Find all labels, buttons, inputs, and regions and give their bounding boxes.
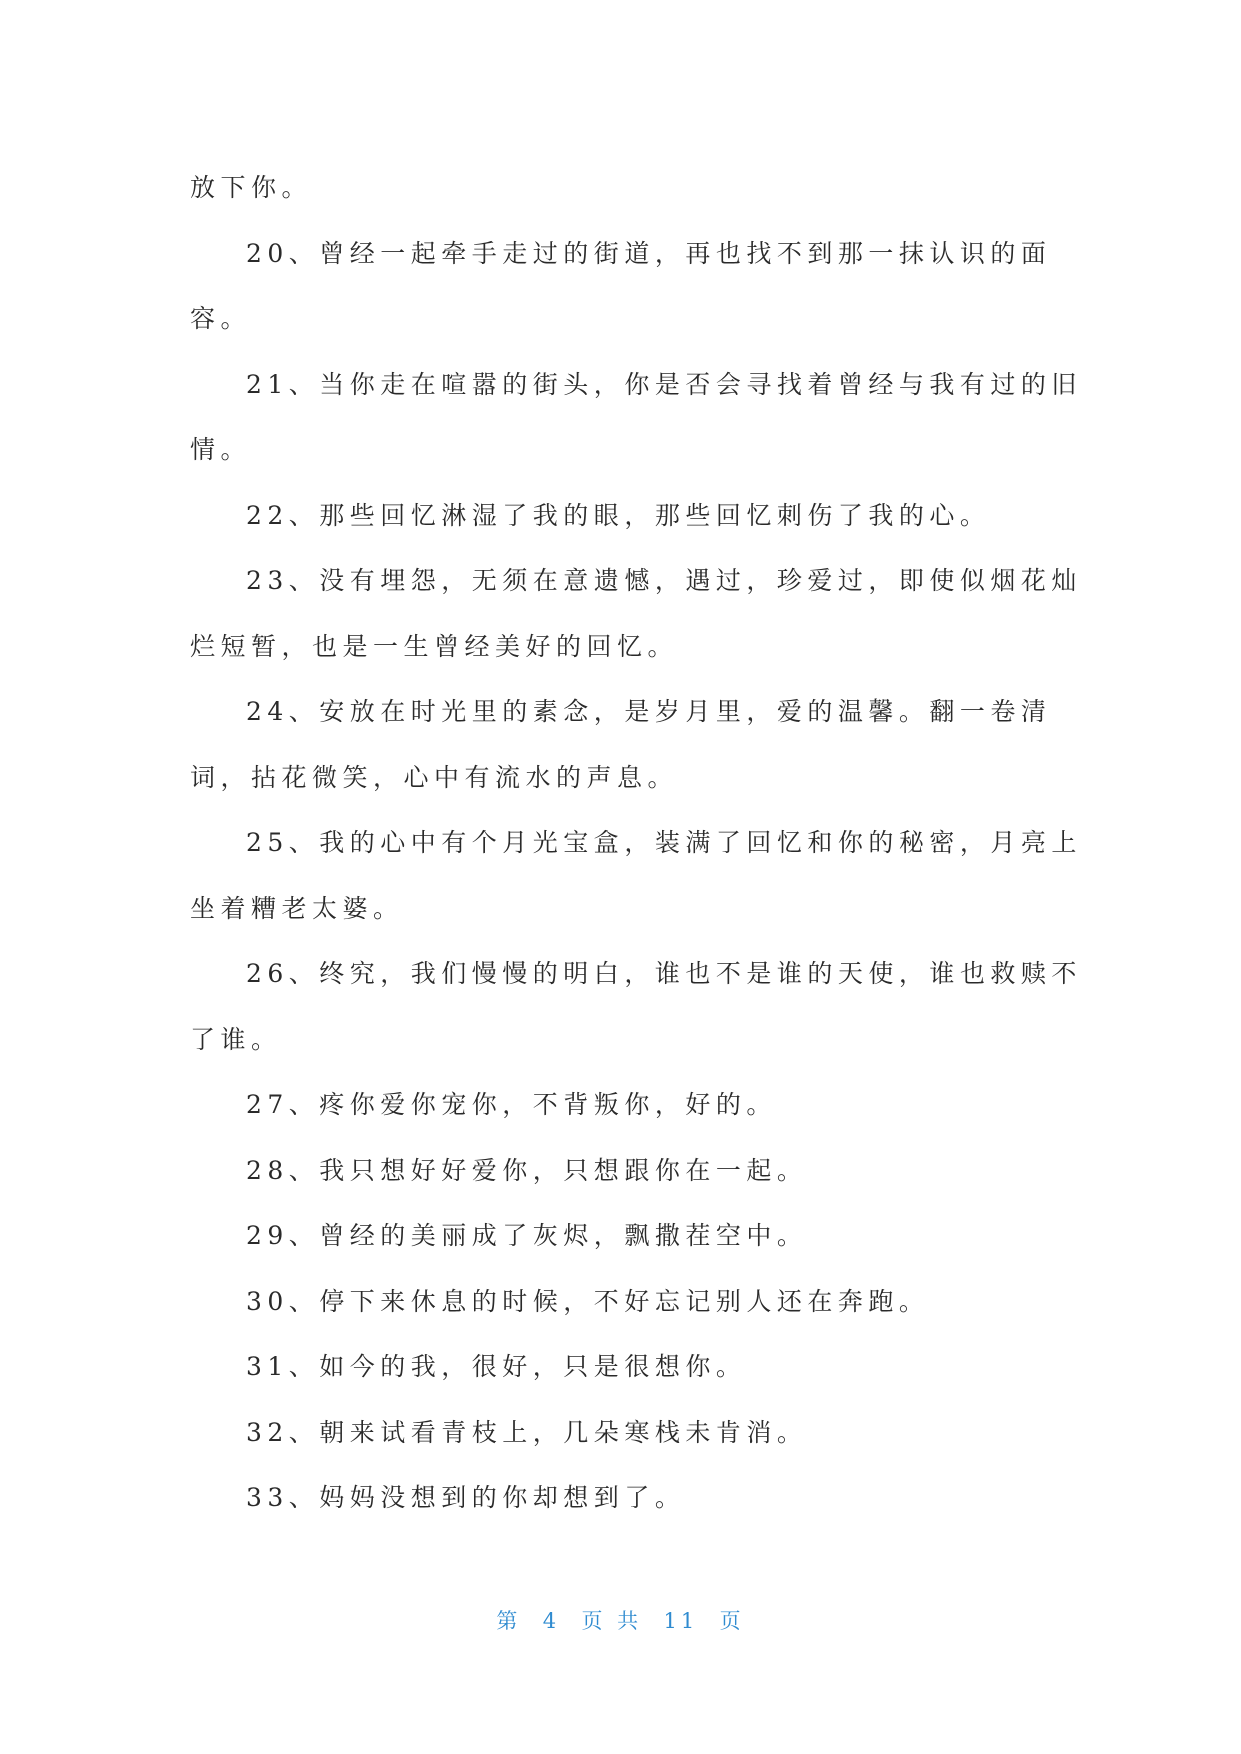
text-line: 词，拈花微笑，心中有流水的声息。 (190, 762, 679, 792)
text-line: 情。 (190, 435, 252, 464)
page-number-footer: 第 4 页 共 11 页 (496, 1609, 745, 1633)
text-line: 放下你。 (190, 173, 313, 202)
text-line: 28、我只想好好爱你，只想跟你在一起。 (246, 1155, 808, 1185)
text-line: 32、朝来试看青枝上，几朵寒栈未肯消。 (246, 1417, 808, 1447)
text-line: 21、当你走在喧嚣的街头，你是否会寻找着曾经与我有过的旧 (246, 369, 1082, 399)
text-line: 坐着糟老太婆。 (190, 893, 404, 923)
text-line: 烂短暂，也是一生曾经美好的回忆。 (190, 631, 679, 661)
text-line: 24、安放在时光里的素念，是岁月里，爱的温馨。翻一卷清 (246, 697, 1052, 726)
text-line: 29、曾经的美丽成了灰烬，飘撒茬空中。 (246, 1221, 808, 1250)
text-line: 33、妈妈没想到的你却想到了。 (246, 1483, 686, 1512)
text-line: 30、停下来休息的时候，不好忘记别人还在奔跑。 (246, 1286, 930, 1316)
document-body (190, 155, 1082, 1531)
text-line: 27、疼你爱你宠你，不背叛你，好的。 (246, 1090, 777, 1119)
text-line: 22、那些回忆淋湿了我的眼，那些回忆刺伤了我的心。 (246, 500, 991, 530)
text-line: 20、曾经一起牵手走过的街道，再也找不到那一抹认识的面 (246, 238, 1052, 268)
text-line: 了谁。 (190, 1024, 282, 1054)
text-line: 25、我的心中有个月光宝盒，装满了回忆和你的秘密，月亮上 (246, 828, 1082, 857)
text-line: 容。 (190, 304, 252, 333)
text-line: 23、没有埋怨，无须在意遗憾，遇过，珍爱过，即使似烟花灿 (246, 566, 1082, 595)
text-line: 31、如今的我，很好，只是很想你。 (246, 1352, 747, 1381)
text-line: 26、终究，我们慢慢的明白，谁也不是谁的天使，谁也救赎不 (246, 959, 1082, 988)
